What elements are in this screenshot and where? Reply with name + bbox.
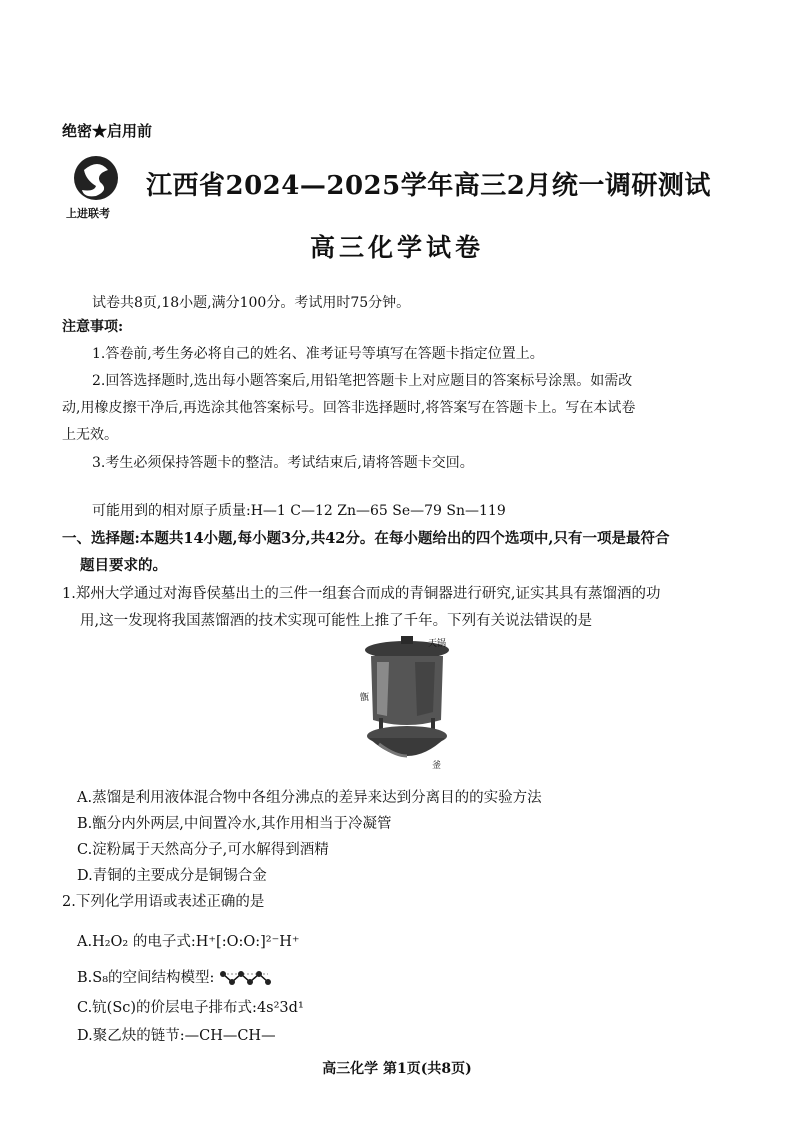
h2o2-lewis-structure: H⁺[:O:O:]²⁻H⁺ (195, 934, 300, 950)
figure-label-bottom: 釜 (432, 761, 442, 771)
notice-item-2-line-2: 动,用橡皮擦干净后,再选涂其他答案标号。回答非选择题时,将答案写在答题卡上。写在本试卷 (62, 400, 636, 416)
notice-item-2-line-3: 上无效。 (62, 427, 118, 443)
question-2-option-c (77, 996, 304, 1017)
s8-crown-model (219, 970, 273, 986)
question-2-option-d: D.聚乙炔的链节:—CH—CH— (77, 1028, 276, 1044)
atomic-masses: 可能用到的相对原子质量:H—1 C—12 Zn—65 Se—79 Sn—119 (92, 503, 506, 519)
figure-label-top: 天锅 (428, 639, 447, 649)
notice-item-3: 3.考生必须保持答题卡的整洁。考试结束后,请将答题卡交回。 (92, 455, 474, 471)
logo-text: 上进联考 (66, 207, 110, 220)
option-c-prefix: C.钪(Sc)的价层电子排布式: (77, 1000, 257, 1016)
question-2-option-a (77, 930, 300, 951)
notice-item-1: 1.答卷前,考生务必将自己的姓名、准考证号等填写在答题卡指定位置上。 (92, 346, 544, 362)
question-1-option-c: C.淀粉属于天然高分子,可水解得到酒精 (77, 842, 329, 858)
figure-label-left: 甑 (360, 693, 370, 703)
notice-heading: 注意事项: (62, 319, 124, 335)
question-1-option-d: D.青铜的主要成分是铜锡合金 (77, 868, 267, 884)
question-2-stem: 2.下列化学用语或表述正确的是 (62, 894, 265, 910)
question-1-option-b: B.甑分内外两层,中间置冷水,其作用相当于冷凝管 (77, 816, 392, 832)
section-1-heading-line-1: 一、选择题:本题共14小题,每小题3分,共42分。在每小题给出的四个选项中,只有一项是最符合 (62, 530, 670, 547)
exam-title: 江西省2024—2025学年高三2月统一调研测试 (146, 171, 711, 201)
option-a-prefix: A.H₂O₂ 的电子式: (77, 934, 196, 950)
question-1-stem-line-2: 用,这一发现将我国蒸馏酒的技术实现可能性上推了千年。下列有关说法错误的是 (80, 613, 593, 629)
sc-electron-config: 4s²3d¹ (256, 1000, 304, 1016)
section-1-heading-line-2: 题目要求的。 (80, 557, 167, 574)
question-1-stem-line-1: 1.郑州大学通过对海昏侯墓出土的三件一组套合而成的青铜器进行研究,证实其具有蒸馏酒的功 (62, 586, 661, 602)
exam-info: 试卷共8页,18小题,满分100分。考试用时75分钟。 (92, 295, 411, 311)
subject-title: 高三化学试卷 (309, 233, 484, 262)
question-2-option-b (77, 966, 273, 987)
question-1-option-a: A.蒸馏是利用液体混合物中各组分沸点的差异来达到分离目的的实验方法 (77, 790, 542, 806)
notice-item-2-line-1: 2.回答选择题时,选出每小题答案后,用铅笔把答题卡上对应题目的答案标号涂黑。如需改 (92, 373, 633, 389)
option-b-prefix: B.S₈的空间结构模型: (77, 970, 215, 986)
page-footer: 高三化学 第1页(共8页) (322, 1061, 472, 1077)
bronze-distiller-image (355, 632, 465, 774)
secret-mark: 绝密★启用前 (62, 122, 153, 140)
